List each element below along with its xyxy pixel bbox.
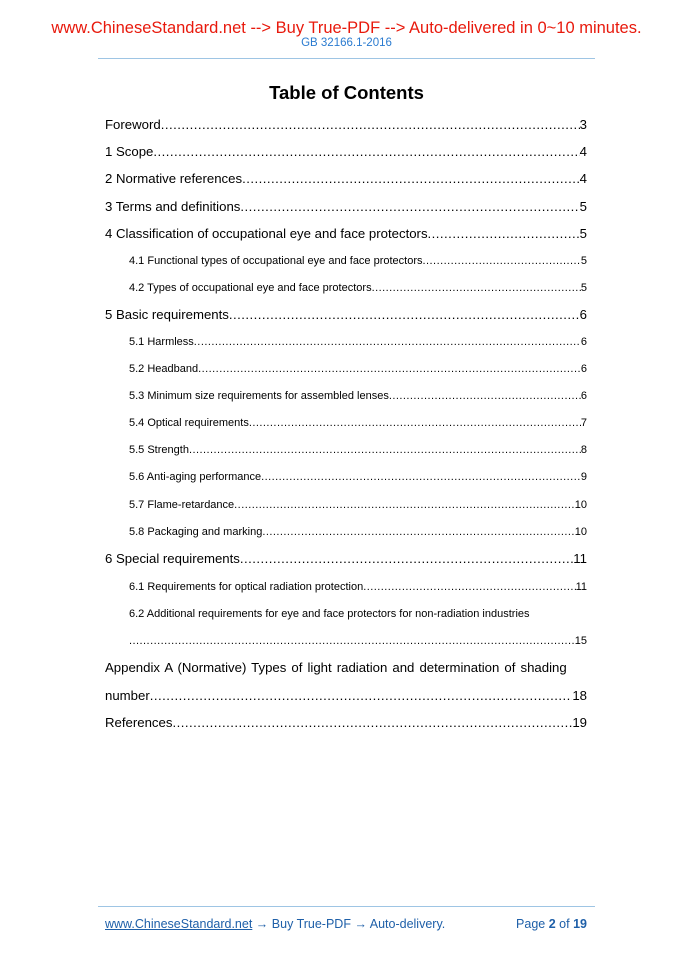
toc-entry-page: 5	[580, 255, 587, 267]
promo-banner[interactable]: www.ChineseStandard.net --> Buy True-PDF --> Auto-delivered in 0~10 minutes.	[51, 19, 642, 37]
leader-dots	[240, 551, 573, 567]
toc-entry-page: 11	[573, 551, 587, 566]
leader-dots	[161, 117, 580, 133]
page-word: Page	[516, 917, 546, 931]
leader-dots	[428, 226, 580, 242]
toc-entry-5-2[interactable]	[129, 362, 587, 376]
toc-entry-page: 5	[579, 226, 587, 241]
leader-dots	[242, 171, 580, 187]
toc-entry-label: 5.4 Optical requirements	[129, 417, 249, 429]
toc-entry-label: Foreword	[105, 117, 161, 132]
toc-entry-page: 15	[574, 635, 587, 647]
toc-entry-page: 19	[572, 715, 587, 730]
header-divider	[98, 58, 595, 59]
leader-dots	[389, 389, 581, 403]
toc-entry-page: 18	[572, 688, 587, 703]
toc-entry-label: 5.5 Strength	[129, 444, 189, 456]
leader-dots	[198, 362, 581, 376]
toc-entry-page: 11	[575, 581, 587, 593]
toc-entry-label: 4.1 Functional types of occupational eye and face protectors	[129, 255, 423, 267]
toc-entry-label: 1 Scope	[105, 144, 154, 159]
footer-buy-link[interactable]: Buy True-PDF	[271, 917, 351, 931]
toc-entry-page: 5	[579, 199, 587, 214]
toc-entry-label: 6.1 Requirements for optical radiation protection	[129, 581, 364, 593]
toc-title: Table of Contents	[269, 82, 424, 103]
leader-dots	[262, 525, 574, 539]
toc-entry-5-6[interactable]	[129, 470, 587, 484]
toc-entry-5-4[interactable]	[129, 416, 587, 430]
toc-entry-label: 5.6 Anti-aging performance	[129, 471, 262, 483]
leader-dots	[240, 199, 579, 215]
toc-entry-page: 6	[580, 336, 587, 348]
toc-entry-label: 5.1 Harmless	[129, 336, 194, 348]
toc-entry-5-7[interactable]	[129, 498, 587, 512]
footer-links	[105, 916, 445, 932]
leader-dots	[423, 254, 581, 268]
arrow-right-icon: →	[255, 917, 269, 931]
toc-entry-page: 6	[579, 307, 587, 322]
toc-entry-4-2[interactable]	[129, 281, 587, 295]
toc-entry-page: 6	[580, 363, 587, 375]
page-of: of	[559, 917, 570, 931]
toc-entry-page: 4	[579, 144, 587, 159]
arrow-right-icon: →	[354, 917, 367, 931]
toc-entry-6-2[interactable]	[129, 607, 587, 621]
document-number: GB 32166.1-2016	[301, 37, 392, 49]
toc-entry-label: 4 Classification of occupational eye and face protectors	[105, 226, 428, 241]
toc-entry-page: 10	[574, 499, 587, 511]
leader-dots	[189, 443, 581, 457]
toc-entry-normative-references[interactable]	[105, 171, 587, 187]
toc-entry-page: 8	[580, 444, 587, 456]
toc-entry-label: 5.3 Minimum size requirements for assembled lenses	[129, 390, 389, 402]
leader-dots	[129, 634, 575, 648]
leader-dots	[249, 416, 581, 430]
toc-entry-label: 5.7 Flame-retardance	[129, 499, 235, 511]
toc-entry-5-8[interactable]	[129, 525, 587, 539]
toc-entry-foreword[interactable]	[105, 117, 587, 133]
toc-entry-label: 6 Special requirements	[105, 551, 240, 566]
leader-dots	[229, 307, 580, 323]
toc-entry-terms-definitions[interactable]	[105, 199, 587, 215]
toc-entry-page: 6	[580, 390, 587, 402]
toc-entry-page: 4	[579, 171, 587, 186]
leader-dots	[172, 715, 572, 731]
page-indicator	[500, 916, 587, 932]
toc-entry-5-1[interactable]	[129, 335, 587, 349]
toc-entry-scope[interactable]	[105, 144, 587, 160]
toc-entry-label: 6.2 Additional requirements for eye and face protectors for non-radiation industries	[129, 608, 530, 620]
toc-entry-appendix-a[interactable]	[105, 660, 587, 676]
footer-divider	[98, 906, 595, 907]
toc-entry-page: 7	[580, 417, 587, 429]
toc-entry-5-5[interactable]	[129, 443, 587, 457]
toc-entry-4-1[interactable]	[129, 254, 587, 268]
toc-entry-references[interactable]	[105, 715, 587, 731]
toc-entry-6-2-continuation[interactable]	[129, 634, 587, 648]
toc-entry-label: 5.8 Packaging and marking	[129, 526, 263, 538]
toc-entry-basic-requirements[interactable]	[105, 307, 587, 323]
toc-entry-page: 5	[580, 282, 587, 294]
toc-entry-label: 5.2 Headband	[129, 363, 199, 375]
toc-entry-label: References	[105, 715, 173, 730]
leader-dots	[261, 470, 581, 484]
leader-dots	[372, 281, 581, 295]
leader-dots	[153, 144, 579, 160]
toc-entry-label: 2 Normative references	[105, 171, 243, 186]
toc-entry-label: 5 Basic requirements	[105, 307, 229, 322]
toc-entry-5-3[interactable]	[129, 389, 587, 403]
toc-entry-page: 10	[574, 526, 587, 538]
toc-entry-label: 4.2 Types of occupational eye and face protectors	[129, 282, 372, 294]
footer-site-link[interactable]: www.ChineseStandard.net	[105, 917, 253, 931]
leader-dots	[363, 580, 575, 594]
footer-delivery-text: Auto-delivery.	[369, 917, 446, 931]
toc-entry-page: 3	[579, 117, 587, 132]
toc-entry-appendix-a-continuation[interactable]	[105, 688, 587, 704]
toc-entry-classification[interactable]	[105, 226, 587, 242]
page-total: 19	[573, 917, 587, 931]
toc-entry-special-requirements[interactable]	[105, 551, 587, 567]
leader-dots	[150, 688, 573, 704]
toc-entry-label: number	[105, 688, 150, 703]
toc-entry-label: 3 Terms and definitions	[105, 199, 241, 214]
toc-entry-page: 9	[580, 471, 587, 483]
leader-dots	[234, 498, 575, 512]
toc-entry-6-1[interactable]	[129, 580, 587, 594]
toc-entry-label: Appendix A (Normative) Types of light radiation and determination of shading	[105, 660, 567, 675]
leader-dots	[194, 335, 581, 349]
page-current: 2	[548, 917, 556, 931]
